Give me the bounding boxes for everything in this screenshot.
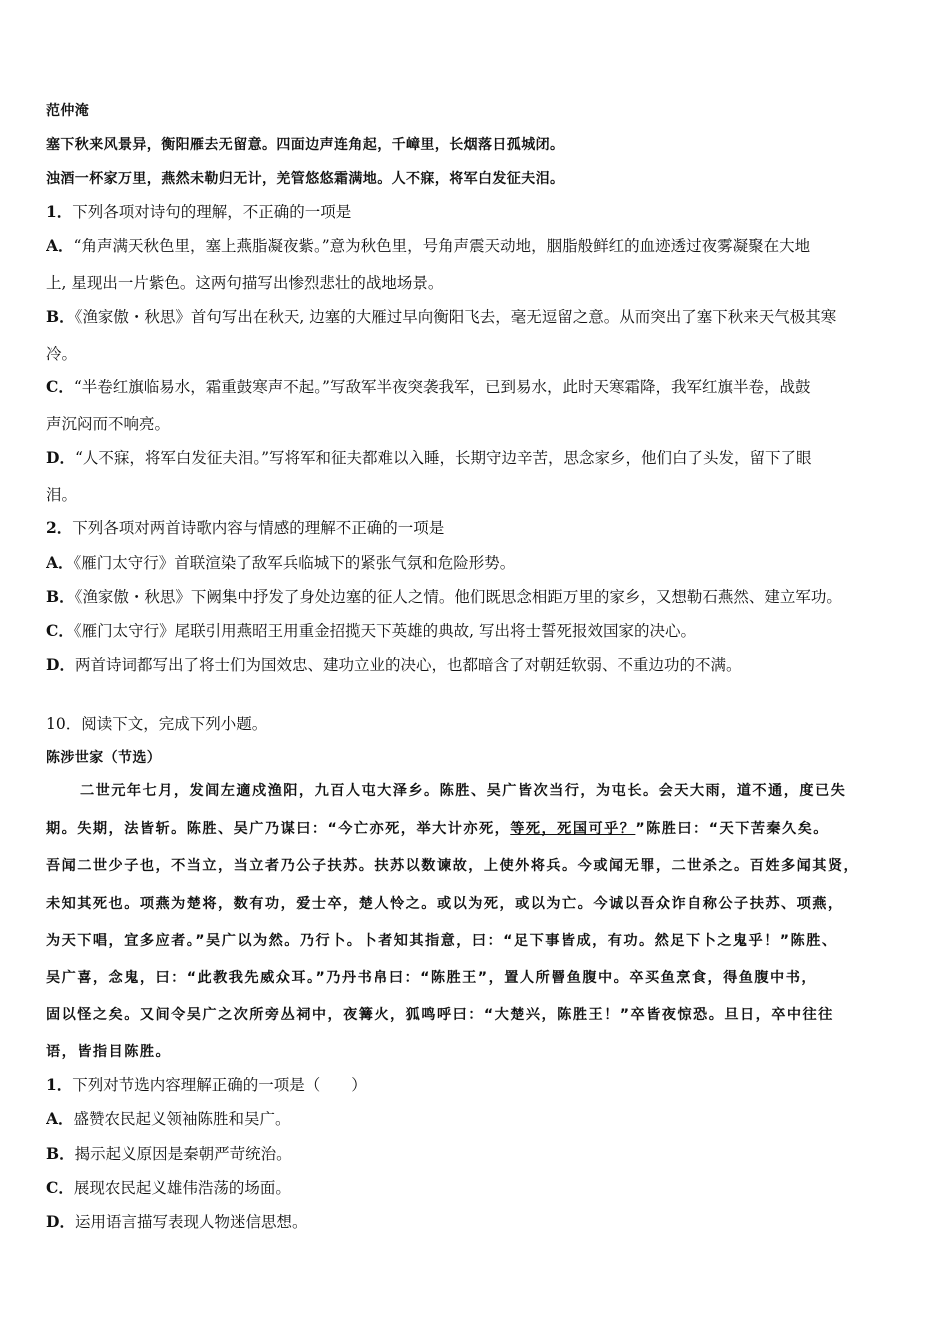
option-d [46,447,916,469]
option-text: 《雁门太守行》首联渲染了敌军兵临城下的紧张气氛和危险形势。 [73,554,516,572]
option-text: 展现农民起义雄伟浩荡的场面。 [73,1179,291,1197]
question-stem: 下列各项对两首诗歌内容与情感的理解不正确的一项是 [72,519,445,537]
passage-line-6: 吴广喜，念鬼，曰：“此教我先威众耳。”乃丹书帛曰：“陈胜王”，置人所罾鱼腹中。卒买鱼烹食，得鱼腹中书， [46,970,817,986]
option-label: A． [46,1109,74,1128]
option-label: C． [46,377,74,396]
passage-line-8: 语，皆指目陈胜。 [46,1044,172,1060]
passage-line-7: 固以怪之矣。又间令吴广之次所旁丛祠中，夜篝火，狐鸣呼曰：“大楚兴，陈胜王！”卒皆夜惊恐。旦日，卒中往往 [46,1007,834,1023]
option-text: 《渔家傲・秋思》首句写出在秋天, 边塞的大雁过早向衡阳飞去，毫无逗留之意。从而突出了塞下秋来天气极其寒 [74,308,837,326]
option-label: C． [46,1178,74,1197]
passage-text: ”陈胜曰：“天下苦秦久矣。 [635,821,829,837]
passage-line-3: 吾闻二世少子也，不当立，当立者乃公子扶苏。扶苏以数谏故，上使外将兵。今或闻无罪，二世杀之。百姓多闻其贤， [46,858,860,874]
question-number: 10． [46,715,82,733]
option-b [46,1143,916,1165]
question-number: 1． [46,202,73,221]
question-stem: 下列对节选内容理解正确的一项是（ ） [72,1076,367,1094]
option-c [46,1177,916,1199]
option-c [46,376,916,398]
option-text: “半卷红旗临易水，霜重鼓寒声不起。”写敌军半夜突袭我军，已到易水，此时天寒霜降，我军红旗半卷，战鼓 [73,378,811,396]
option-a [46,1108,916,1130]
option-label: A． [46,553,74,572]
question-2 [46,517,916,539]
question-number: 1． [46,1075,73,1094]
option-text: 《雁门太守行》尾联引用燕昭王用重金招揽天下英雄的典故, 写出将士誓死报效国家的决心。 [73,622,696,640]
option-label: B． [46,307,75,326]
passage-line-4: 未知其死也。项燕为楚将，数有功，爱士卒，楚人怜之。或以为死，或以为亡。今诚以吾众诈自称公子扶苏、项燕， [46,896,844,912]
option-text: 盛赞农民起义领袖陈胜和吴广。 [73,1110,291,1128]
passage-title: 陈涉世家（节选） [46,750,162,766]
option-text: “人不寐，将军白发征夫泪。”写将军和征夫都难以入睡，长期守边辛苦，思念家乡，他们白了头发，留下了眼 [74,449,812,467]
option-label: D． [46,448,75,467]
option-a-continued: 上, 星现出一片紫色。这两句描写出惨烈悲壮的战地场景。 [46,274,444,292]
passage-line-5: 为天下唱，宜多应者。”吴广以为然。乃行卜。卜者知其指意，曰：“足下事皆成，有功。然足下卜之鬼乎！”陈胜、 [46,933,838,949]
option-c [46,620,916,642]
option-a [46,235,916,257]
question-10 [46,713,916,735]
poem-line-2: 浊酒一杯家万里，燕然未勒归无计，羌管悠悠霜满地。人不寐，将军白发征夫泪。 [46,171,565,187]
question-1 [46,201,916,223]
question-number: 2． [46,518,73,537]
passage-line-1: 二世元年七月，发闾左適戍渔阳，九百人屯大泽乡。陈胜、吴广皆次当行，为屯长。会天大雨，道不通，度已失 [80,783,847,799]
question-10-1 [46,1074,916,1096]
option-b [46,306,916,328]
passage-line-2 [46,818,916,840]
option-text: 《渔家傲・秋思》下阙集中抒发了身处边塞的征人之情。他们既思念相距万里的家乡，又想勒石燕然、建立军功。 [74,588,842,606]
option-label: B． [46,587,75,606]
passage-text: 期。失期，法皆斩。陈胜、吴广乃谋曰：“今亡亦死，举大计亦死， [46,821,511,837]
poem-line-1: 塞下秋来风景异，衡阳雁去无留意。四面边声连角起，千嶂里，长烟落日孤城闭。 [46,137,565,153]
question-stem: 下列各项对诗句的理解，不正确的一项是 [72,203,352,221]
option-text: 两首诗词都写出了将士们为国效忠、建功立业的决心，也都暗含了对朝廷软弱、不重边功的不满。 [74,656,742,674]
option-d [46,654,916,676]
option-text: “角声满天秋色里，塞上燕脂凝夜紫。”意为秋色里，号角声震天动地，胭脂般鲜红的血迹透过夜雾凝聚在大地 [73,237,811,255]
option-c-continued: 声沉闷而不响亮。 [46,415,171,433]
option-d [46,1211,916,1233]
underlined-text: 等死，死国可乎？ [510,821,636,837]
option-text: 揭示起义原因是秦朝严苛统治。 [74,1145,292,1163]
option-label: A． [46,236,74,255]
option-d-continued: 泪。 [46,486,78,504]
option-label: D． [46,655,75,674]
option-text: 运用语言描写表现人物迷信思想。 [74,1213,308,1231]
option-label: B． [46,1144,75,1163]
option-a [46,552,916,574]
option-label: C． [46,621,74,640]
option-label: D． [46,1212,75,1231]
option-b-continued: 冷。 [46,345,78,363]
question-stem: 阅读下文，完成下列小题。 [81,715,268,733]
poem-author: 范仲淹 [46,103,90,119]
option-b [46,586,916,608]
